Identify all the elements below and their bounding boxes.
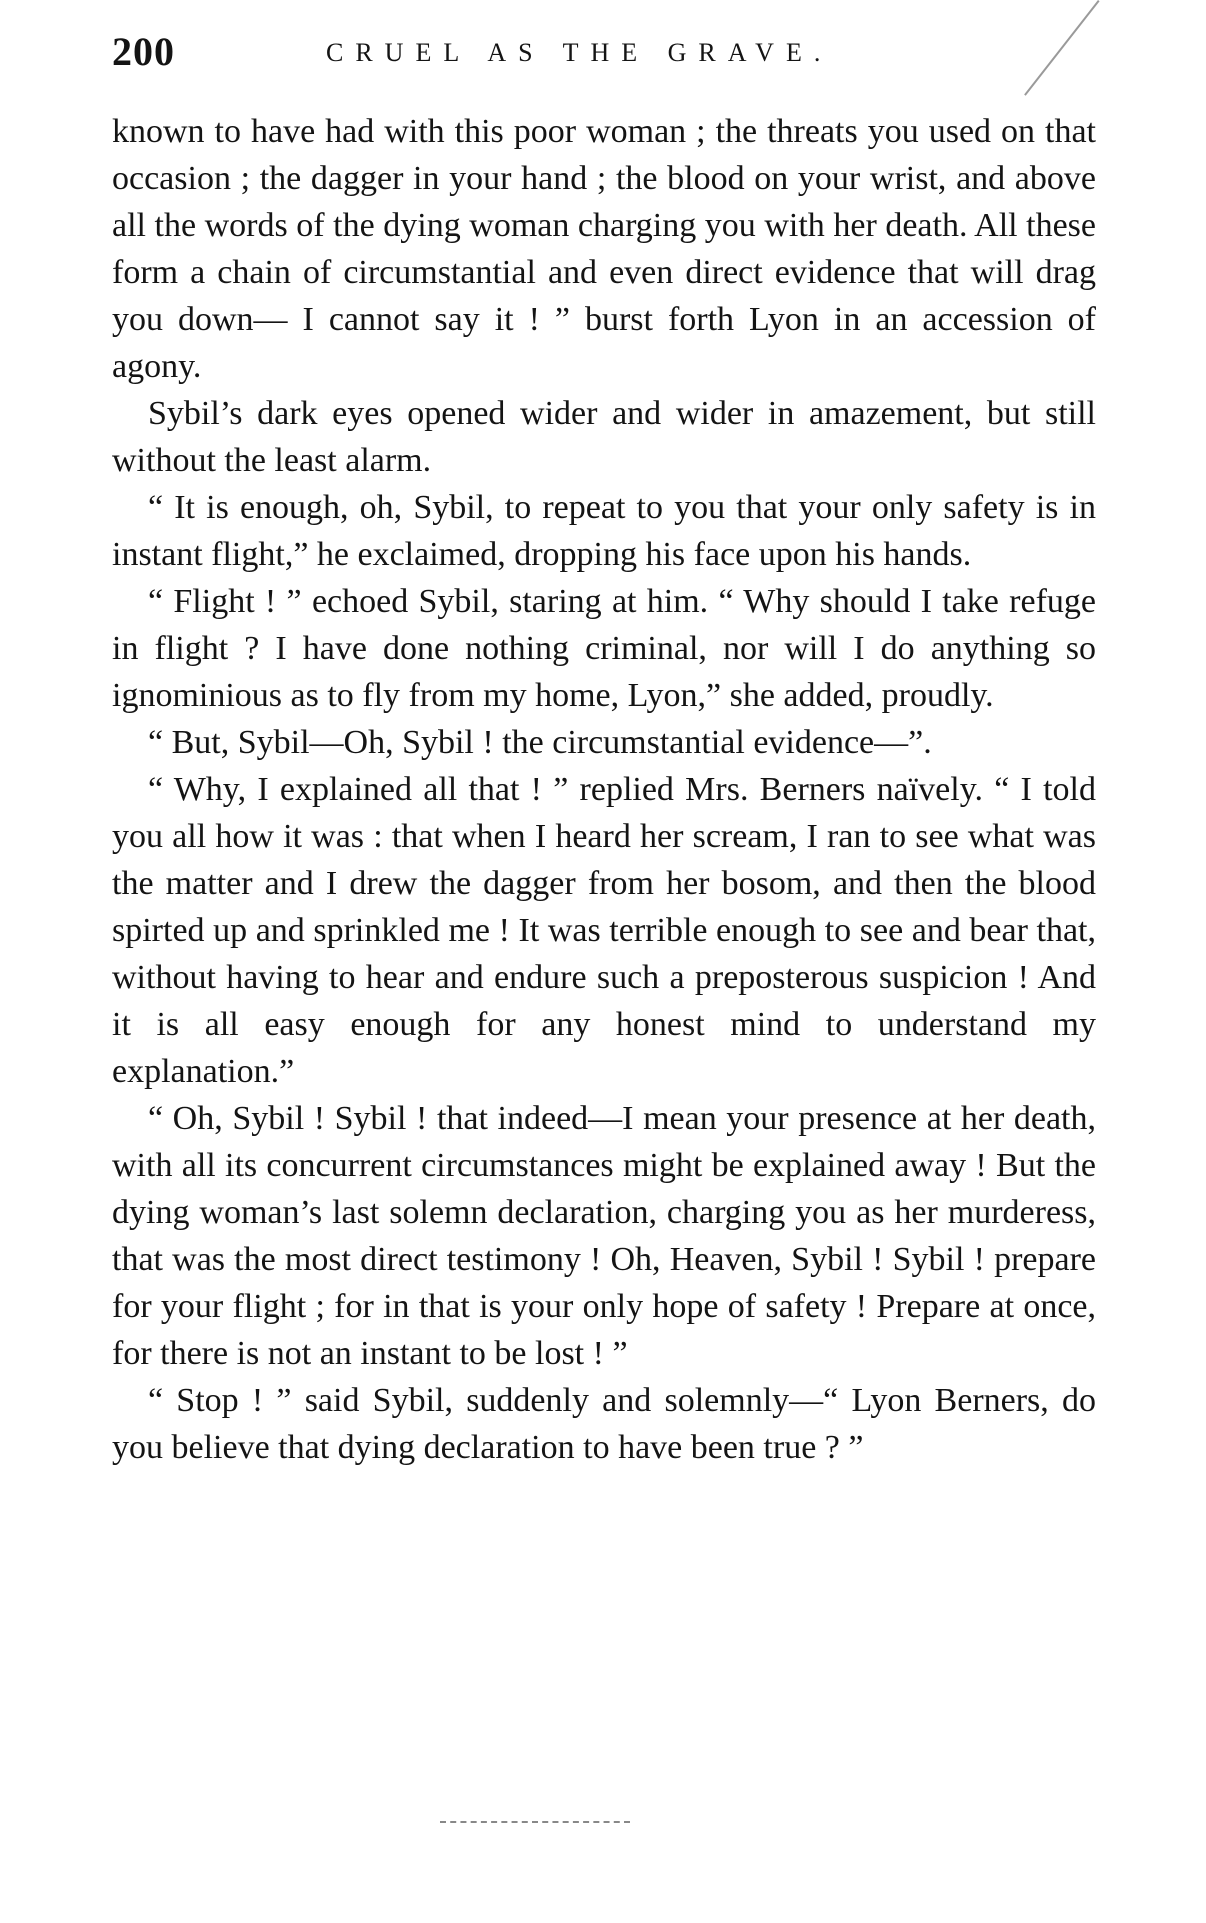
paragraph: “ Stop ! ” said Sybil, suddenly and solemnly—“ Lyon Berners, do you believe that dying declaration to have been true ? ”	[112, 1382, 1096, 1466]
running-title: CRUEL AS THE GRAVE.	[326, 38, 833, 67]
paragraph: “ But, Sybil—Oh, Sybil ! the circumstantial evidence—”.	[148, 724, 932, 761]
ink-smudge	[440, 1821, 630, 1827]
paragraph: “ It is enough, oh, Sybil, to repeat to you that your only safety is in instant flight,” he exclaimed, dropping his face upon his hands.	[112, 489, 1096, 573]
page-number: 200	[112, 29, 175, 74]
paragraph-continued: known to have had with this poor woman ; the threats you used on that occasion ; the dagger in your hand ; the blood on your wrist, and above all the words of the dying woman charging you with her death. All these form a chain of circumstantial and even direct evidence that will drag you down— I cannot say it ! ” burst forth Lyon in an accession of agony.	[112, 113, 1096, 385]
paragraph: “ Oh, Sybil ! Sybil ! that indeed—I mean your presence at her death, with all its concurrent circumstances might be explained away ! But the dying woman’s last solemn declaration, charging you as her murderess, that was the most direct testimony ! Oh, Heaven, Sybil ! Sybil ! prepare for your flight ; for in that is your only hope of safety ! Prepare at once, for there is not an instant to be lost ! ”	[112, 1100, 1096, 1372]
body-text	[112, 108, 1096, 1471]
paragraph: “ Flight ! ” echoed Sybil, staring at him. “ Why should I take refuge in flight ? I have done nothing criminal, nor will I do anything so ignominious as to fly from my home, Lyon,” she added, proudly.	[112, 583, 1096, 714]
page-header	[112, 24, 1122, 94]
paragraph: Sybil’s dark eyes opened wider and wider in amazement, but still without the least alarm.	[112, 395, 1096, 479]
paragraph: “ Why, I explained all that ! ” replied Mrs. Berners naïvely. “ I told you all how it was : that when I heard her scream, I ran to see what was the matter and I drew the dagger from her bosom, and then the blood spirted up and sprinkled me ! It was terrible enough to see and bear that, without having to hear and endure such a preposterous suspicion ! And it is all easy enough for any honest mind to understand my explanation.”	[112, 771, 1096, 1090]
